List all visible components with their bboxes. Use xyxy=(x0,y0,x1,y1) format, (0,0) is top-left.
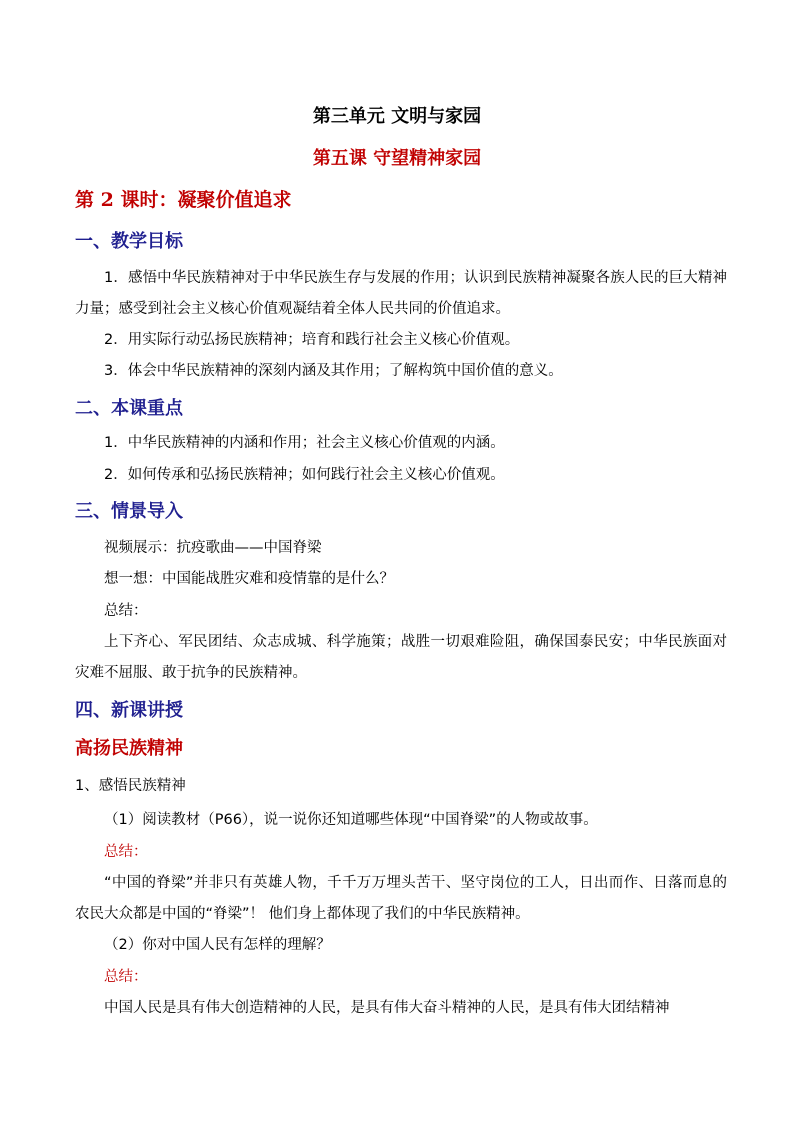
question-1-summary-label: 总结： xyxy=(104,844,148,860)
intro-summary-label: 总结： xyxy=(104,603,148,619)
new-lesson-heading: 四、新课讲授 xyxy=(75,700,183,721)
goal-item-1: 1．感悟中华民族精神对于中华民族生存与发展的作用；认识到民族精神凝聚各族人民的巨大精神力量；感受到社会主义核心价值观凝结着全体人民共同的价值追求。 xyxy=(75,270,727,317)
goals-heading: 一、教学目标 xyxy=(75,231,183,252)
goal-item-3: 3．体会中华民族精神的深刻内涵及其作用；了解构筑中国价值的意义。 xyxy=(104,363,563,379)
key-point-item-1: 1．中华民族精神的内涵和作用；社会主义核心价值观的内涵。 xyxy=(104,435,505,451)
goal-item-2: 2．用实际行动弘扬民族精神；培育和践行社会主义核心价值观。 xyxy=(104,332,520,348)
intro-question: 想一想：中国能战胜灾难和疫情靠的是什么？ xyxy=(104,571,394,587)
question-2: （2）你对中国人民有怎样的理解？ xyxy=(104,937,331,953)
unit-title: 第三单元 文明与家园 xyxy=(312,106,482,127)
question-2-summary-label: 总结： xyxy=(104,969,148,985)
key-points-heading: 二、本课重点 xyxy=(75,398,183,419)
question-1: （1）阅读教材（P66），说一说你还知道哪些体现“中国脊梁”的人物或故事。 xyxy=(104,812,598,828)
topic-heading: 高扬民族精神 xyxy=(75,738,183,759)
lesson-title: 第五课 守望精神家园 xyxy=(312,148,482,169)
subtopic-title: 1、感悟民族精神 xyxy=(75,778,186,794)
intro-summary-text: 上下齐心、军民团结、众志成城、科学施策；战胜一切艰难险阻，确保国泰民安；中华民族面对灾难不屈服、敢于抗争的民族精神。 xyxy=(75,634,727,681)
key-point-item-2: 2．如何传承和弘扬民族精神；如何践行社会主义核心价值观。 xyxy=(104,467,505,483)
intro-video: 视频展示：抗疫歌曲——中国脊梁 xyxy=(104,540,322,556)
question-2-summary-text: 中国人民是具有伟大创造精神的人民，是具有伟大奋斗精神的人民，是具有伟大团结精神 xyxy=(104,1000,670,1016)
question-1-summary-text: “中国的脊梁”并非只有英雄人物，千千万万埋头苦干、坚守岗位的工人，日出而作、日落而息的农民大众都是中国的“脊梁”！ 他们身上都体现了我们的中华民族精神。 xyxy=(75,875,727,922)
intro-heading: 三、情景导入 xyxy=(75,501,183,522)
period-title: 第 2 课时：凝聚价值追求 xyxy=(75,189,292,211)
